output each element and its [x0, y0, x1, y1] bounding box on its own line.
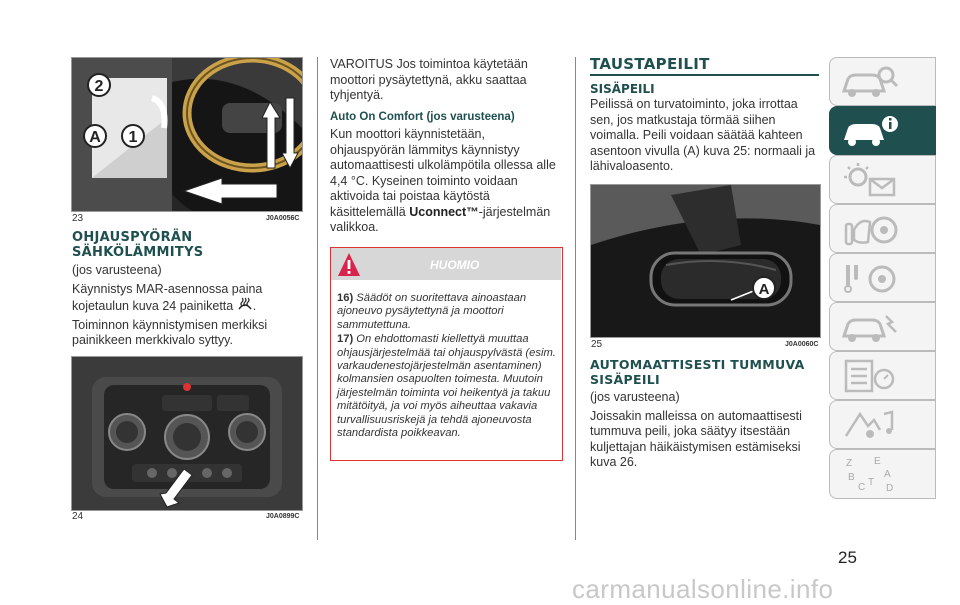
tab-warning-lights[interactable]: [829, 155, 936, 204]
interior-mirror-heading: SISÄPEILI: [590, 82, 655, 96]
column-divider: [317, 57, 318, 540]
note-item: 16) Säädöt on suoritettava ainoastaan ajoneuvo pysäytettynä ja moottori sammutettuna.: [337, 292, 527, 331]
warning-triangle-icon: [337, 252, 361, 278]
figure-25-photo: [590, 184, 821, 338]
heading-line-2: SÄHKÖLÄMMITYS: [72, 245, 204, 260]
auto-dimming-heading: AUTOMAATTISESTI TUMMUVA SISÄPEILI: [590, 357, 805, 387]
tab-index[interactable]: [829, 449, 936, 499]
warning-light-icon: [840, 161, 900, 199]
tab-service[interactable]: [829, 253, 936, 302]
svg-text:C: C: [858, 482, 866, 493]
section-underline: [590, 74, 819, 76]
svg-text:B: B: [848, 472, 855, 483]
climate-panel-illustration: [72, 357, 302, 510]
note-title: HUOMIO: [430, 258, 480, 272]
instruction-paragraph: Käynnistys MAR-asennossa paina kojetaulun kuva 24 painiketta .: [72, 281, 263, 313]
callout-2-label: 2: [94, 78, 104, 95]
optional-note: (jos varusteena): [72, 263, 162, 277]
figure-24-number: 24: [72, 511, 84, 522]
svg-text:D: D: [886, 483, 894, 493]
figure-23-code: J0A0056C: [266, 215, 300, 222]
svg-text:A: A: [884, 469, 891, 480]
index-letters-icon: [840, 455, 900, 493]
figure-24-code: J0A0899C: [266, 513, 300, 520]
figure-24-photo: [71, 356, 303, 511]
car-crash-icon: [840, 308, 900, 346]
auto-on-comfort-heading: Auto On Comfort (jos varusteena): [330, 111, 515, 123]
heading-line-1: OHJAUSPYÖRÄN: [72, 230, 193, 245]
heated-steering-wheel-icon: [237, 297, 253, 311]
tab-car-info[interactable]: [829, 106, 936, 155]
callout-A-label: A: [758, 281, 770, 298]
svg-text:Z: Z: [846, 458, 853, 469]
steering-heating-text: [72, 263, 304, 352]
page-number: 25: [838, 548, 857, 567]
car-info-icon: [840, 112, 900, 150]
callout-A-label: A: [89, 129, 101, 146]
figure-25-number: 25: [591, 339, 603, 350]
callout-1-label: 1: [128, 129, 138, 146]
figure-23-number: 23: [72, 213, 84, 224]
figure-23-photo: [71, 57, 303, 212]
watermark: carmanualsonline.info: [572, 574, 834, 604]
steering-wheel-illustration: [72, 58, 302, 211]
svg-text:E: E: [874, 456, 881, 467]
interior-mirror-text: Peilissä on turvatoiminto, joka irrottaa sen, jos matkustaja törmää siihen voimalla. Peili voidaan säätää kahteen asentoon vivulla (A) kuva 25: normaali ja lähivaloasento.: [590, 97, 816, 173]
column-divider: [575, 57, 576, 540]
auto-dimming-text: (jos varusteena) Joissakin malleissa on automaattisesti tummuva peili, joka säätyy itsestään kuljettajan häikäistymisen estämiseksi kuva 26.: [590, 390, 802, 469]
figure-25-code: J0A0060C: [785, 341, 819, 348]
tab-car-damage[interactable]: [829, 302, 936, 351]
tab-checklist[interactable]: [829, 351, 936, 400]
note-items: [337, 292, 557, 440]
checklist-icon: [840, 357, 900, 395]
steering-heating-heading: [72, 230, 203, 260]
auto-on-comfort-text: Kun moottori käynnistetään, ohjauspyörän lämmitys käynnistyy automaattisesti ulkolämpötila ollessa alle 4,4 °C. Kyseinen toiminto voidaan aktivoida tai poistaa käytöstä käsittelemällä Uconnect™-järjestelmän valikkoa.: [330, 127, 556, 234]
indicator-paragraph: Toiminnon käynnistymisen merkiksi painikkeen merkkivalo syttyy.: [72, 317, 268, 347]
battery-warning-text: VAROITUS Jos toimintoa käytetään moottori pysäytettynä, akku saattaa tyhjentyä.: [330, 57, 528, 102]
uconnect-brand: Uconnect™: [409, 204, 479, 219]
svg-text:T: T: [868, 477, 875, 488]
car-search-icon: [840, 63, 900, 101]
steering-wheel-icon: [840, 210, 900, 248]
media-icon: [840, 406, 900, 444]
tab-media[interactable]: [829, 400, 936, 449]
section-title: TAUSTAPEILIT: [590, 55, 710, 73]
rear-view-mirror-illustration: [591, 185, 820, 337]
tab-car-search[interactable]: [829, 57, 936, 106]
car-service-icon: [840, 259, 900, 297]
note-item: 17) On ehdottomasti kiellettyä muuttaa ohjausjärjestelmää tai ohjauspylvästä (esim. varkaudenestojärjestelmän asentaminen) kolmansien osapuolten toimesta. Muutoin järjestelmän toiminta voi heikentyä ja takuu mitätöityä, ja voi myös aiheuttaa vakavia turvallisuusriskejä ja tehdä ajoneuvosta standardista poikkeavan.: [337, 333, 556, 440]
tab-steering[interactable]: [829, 204, 936, 253]
